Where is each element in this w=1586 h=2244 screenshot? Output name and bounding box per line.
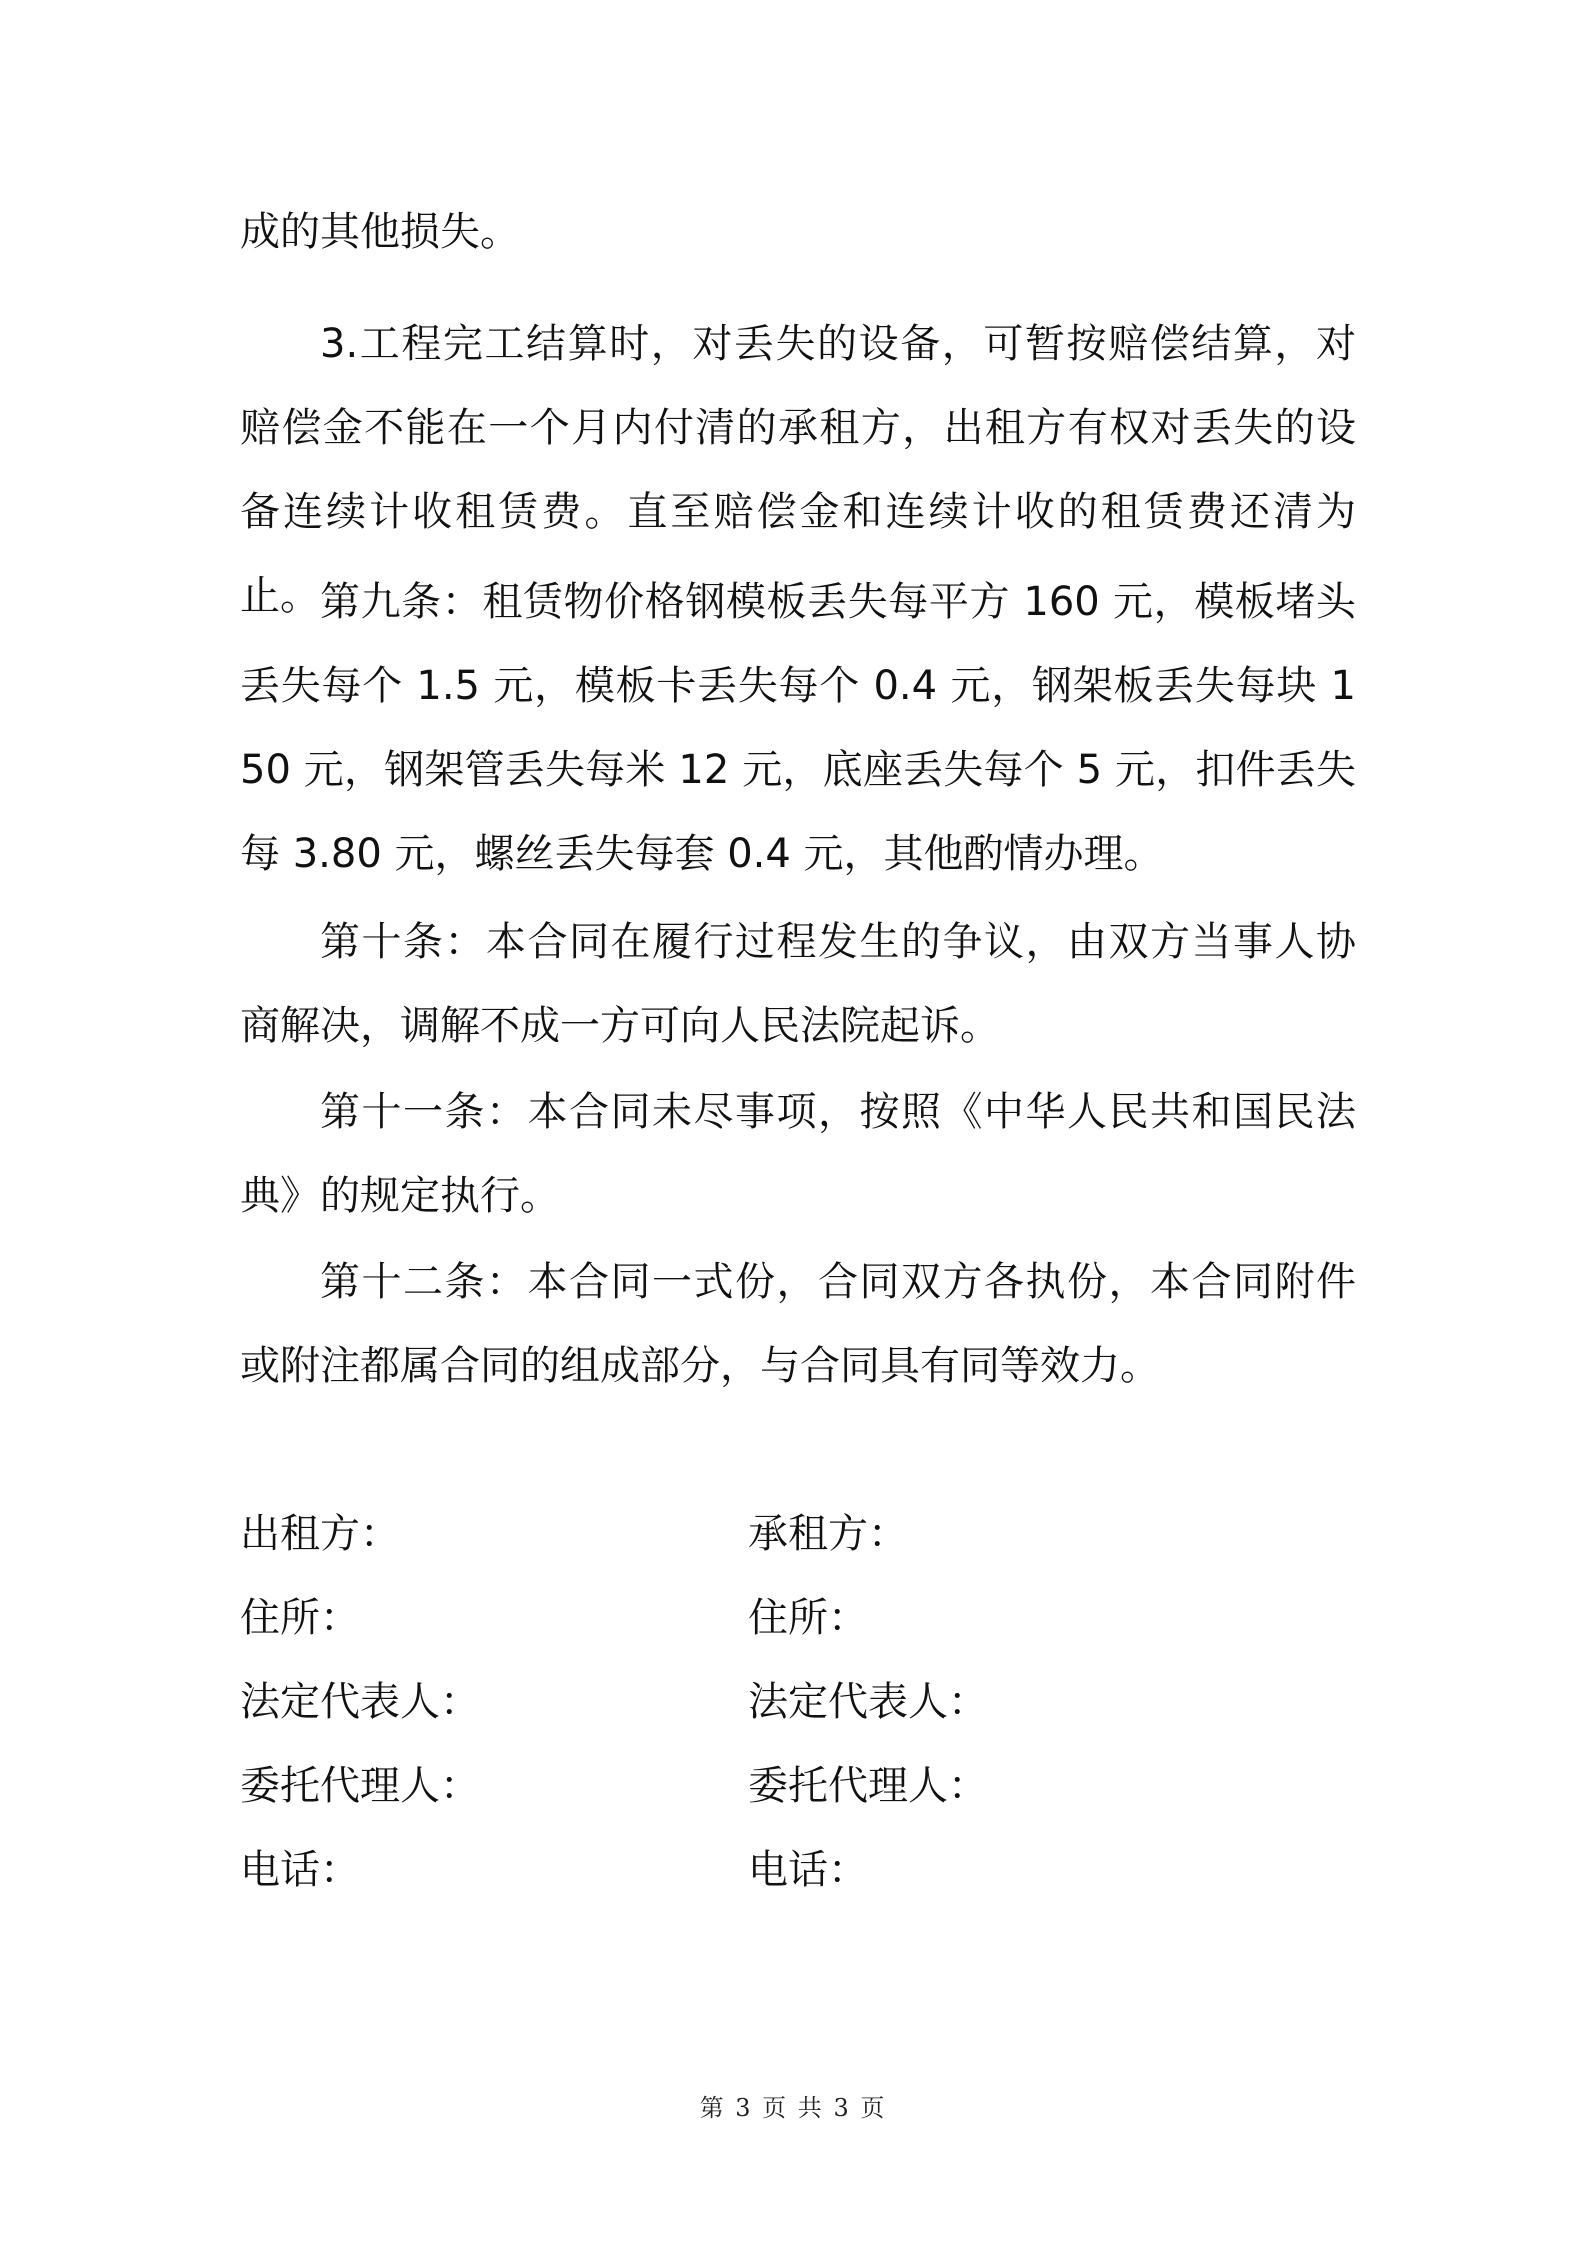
signature-block [240, 1488, 1356, 1908]
signature-row-party [240, 1488, 1356, 1572]
paragraph-continuation: 成的其他损失。 [240, 209, 520, 255]
lessor-phone-label: 电话： [240, 1846, 360, 1893]
paragraph-article-11: 第十一条：本合同未尽事项，按照《中华人民共和国民法典》的规定执行。 [240, 1089, 1356, 1219]
signature-row-phone [240, 1824, 1356, 1908]
lessee-agent-label: 委托代理人： [748, 1762, 988, 1809]
lessor-address-label: 住所： [240, 1594, 360, 1641]
paragraph-article-12: 第十二条：本合同一式份，合同双方各执份，本合同附件或附注都属合同的组成部分，与合同具有同等效力。 [240, 1259, 1356, 1389]
lessee-address-label: 住所： [748, 1594, 868, 1641]
signature-row-address [240, 1572, 1356, 1656]
lessee-legal-rep-label: 法定代表人： [748, 1678, 988, 1725]
lessee-label: 承租方： [748, 1510, 908, 1557]
lessor-agent-label: 委托代理人： [240, 1762, 480, 1809]
lessor-legal-rep-label: 法定代表人： [240, 1678, 480, 1725]
page-number-footer: 第 3 页 共 3 页 [699, 2094, 887, 2122]
paragraph-item-3: 3.工程完工结算时，对丢失的设备，可暂按赔偿结算，对赔偿金不能在一个月内付清的承租方，出租方有权对丢失的设备连续计收租赁费。直至赔偿金和连续计收的租赁费还清为止。 [240, 321, 1356, 619]
lessee-phone-label: 电话： [748, 1846, 868, 1893]
signature-row-legal-rep [240, 1656, 1356, 1740]
paragraph-article-10: 第十条：本合同在履行过程发生的争议，由双方当事人协商解决，调解不成一方可向人民法院起诉。 [240, 919, 1356, 1049]
lessor-label: 出租方： [240, 1510, 400, 1557]
paragraph-article-9: 第九条：租赁物价格钢模板丢失每平方 160 元，模板堵头丢失每个 1.5 元，模板卡丢失每个 0.4 元，钢架板丢失每块 150 元，钢架管丢失每米 12 元，底座丢失每个 5 元，扣件丢失每 3.80 元，螺丝丢失每套 0.4 元，其他酌情办理。 [240, 579, 1356, 877]
signature-row-agent [240, 1740, 1356, 1824]
